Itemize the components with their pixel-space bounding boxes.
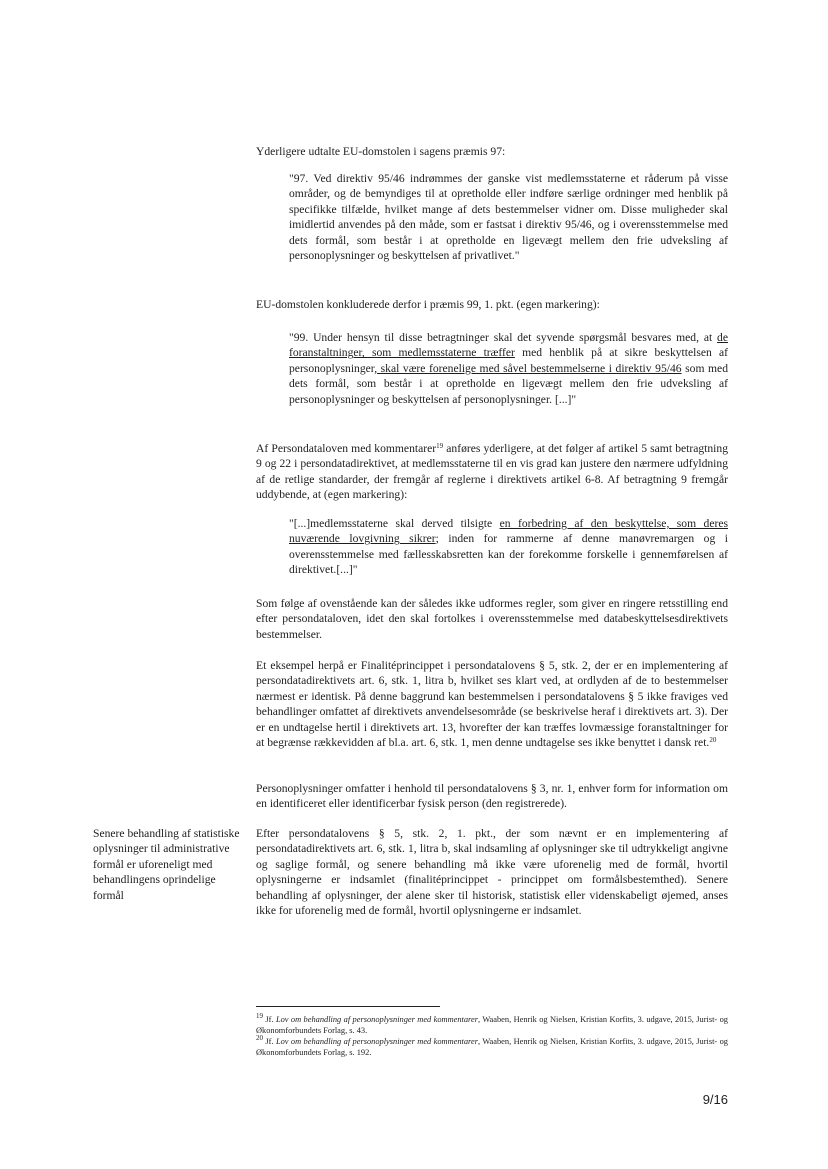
footnote-ref-20[interactable]: 20 [709, 736, 717, 745]
footnote-19 [256, 1014, 728, 1036]
paragraph-finalite-example [256, 658, 728, 750]
paragraph-text: Et eksempel herpå er Finalitéprincippet i persondatalovens § 5, stk. 2, der er en implementering af persondatadirektivets art. 6, stk. 1, litra b, hvilket ses klart ved, at ordlyden af de to bestemmelser nærmest er identisk. På denne baggrund kan bestemmelsen i persondatalovens § 5 ikke fraviges ved behandlinger omfattet af direktivets anvendelsesområde (se beskrivelse heraf i direktivets art. 3). Der er en undtagelse hertil i direktivets art. 13, hvorefter der kan træffes lovmæssige foranstaltninger for at begrænse rækkevidden af bl.a. art. 6, stk. 1, men denne undtagelse ses ikke benyttet i dansk ret. [256, 659, 728, 750]
footnote-text: , Waaben, Henrik og Nielsen, Kristian Korfits, 3. udgave, 2015, Jurist- og Økonomforbundets Forlag, s. 43. [256, 1015, 728, 1036]
footnote-title: Lov om behandling af personoplysninger med kommentarer [275, 1015, 478, 1024]
underlined-marking: , skal være forenelige med såvel bestemmelserne i direktiv 95/46 [374, 361, 682, 375]
paragraph-text: anføres yderligere, at det følger af artikel 5 samt betragtning 9 og 22 i persondatadirektivet, at medlemsstaterne til en vis grad kan justere den nærmere udfyldning af de retlige standarder, der fremgår af reglerne i direktivets artikel 6-8. Af betragtning 9 fremgår uddybende, at (egen markering): [256, 442, 729, 502]
footnote-text: , Waaben, Henrik og Nielsen, Kristian Korfits, 3. udgave, 2015, Jurist- og Økonomforbundets Forlag, s. 192. [256, 1037, 728, 1058]
quote-text: ; inden for rammerne af denne manøvremargen og i overensstemmelse med fællesskabsretten kan der forekomme forskelle i gennemførelsen af direktivet.[...]" [289, 532, 729, 577]
footnote-text: Jf. [265, 1037, 276, 1046]
quote-premis-97: "97. Ved direktiv 95/46 indrømmes der ganske vist medlemsstaterne et råderum på visse områder, og de bemyndiges til at opretholde eller indføre særlige ordninger med henblik på specifikke tilfælde, hvilket mange af dets bestemmelser vidner om. Disse muligheder skal imidlertid anvendes på den måde, som er fastsat i direktiv 95/46, og i overensstemmelse med dets formål, som består i at opretholde en ligevægt mellem den frie udveksling af personoplysninger og beskyttelsen af privatlivet." [289, 172, 728, 263]
quote-text: "99. Under hensyn til disse betragtninger skal det syvende spørgsmål besvares med, at [289, 331, 718, 344]
paragraph-premis-99-intro: EU-domstolen konkluderede derfor i præmis 99, 1. pkt. (egen markering): [256, 298, 600, 311]
underlined-marking: de foranstaltninger, som medlemsstaterne træffer [289, 331, 728, 360]
quote-text: "[...]medlemsstaterne skal derved tilsigte [289, 517, 500, 530]
footnote-number: 19 [256, 1012, 263, 1020]
footnote-title: Lov om behandling af personoplysninger med kommentarer [275, 1037, 478, 1046]
paragraph-consequence: Som følge af ovenstående kan der således ikke udformes regler, som giver en ringere retsstilling end efter persondataloven, idet den skal fortolkes i overensstemmelse med databeskyttelsesdirektivets bestemmelser. [256, 597, 728, 641]
underlined-marking: en forbedring af den beskyttelse, som deres nuværende lovgivning sikrer [289, 517, 728, 546]
footnote-20 [256, 1036, 728, 1058]
paragraph-personoplysninger-definition: Personoplysninger omfatter i henhold til persondatalovens § 3, nr. 1, enhver form for information om en identificeret eller identificerbar fysisk person (den registrerede). [256, 782, 728, 811]
quote-betragtning-9 [289, 516, 728, 578]
footnote-text: Jf. [265, 1015, 276, 1024]
paragraph-intro-premis-97: Yderligere udtalte EU-domstolen i sagens præmis 97: [256, 145, 506, 158]
paragraph-text: Af Persondataloven med kommentarer [256, 442, 437, 455]
paragraph-persondataloven-kommentarer [256, 441, 728, 503]
footnote-divider [256, 1006, 440, 1007]
quote-text: med henblik på at sikre beskyttelsen af personoplysninger [289, 346, 728, 375]
quote-premis-99 [289, 330, 728, 407]
paragraph-senere-behandling: Efter persondatalovens § 5, stk. 2, 1. pkt., der som nævnt er en implementering af persondatadirektivets art. 6, stk. 1, litra b, skal indsamling af oplysninger ske til udtrykkeligt angivne og saglige formål, og senere behandling må ikke være uforenelig med de formål, hvortil oplysningerne er indsamlet (finalitéprincippet - princippet om formålsbestemthed). Senere behandling af oplysninger, der alene sker til historisk, statistisk eller videnskabeligt øjemed, anses ikke for uforenelig med de formål, hvortil oplysningerne er indsamlet. [256, 827, 728, 918]
page-number: 9/16 [702, 1092, 728, 1107]
margin-note: Senere behandling af statistiske oplysninger til administrative formål er uforeneligt med behandlingens oprindelige formål [93, 827, 240, 902]
footnote-ref-19[interactable]: 19 [436, 442, 444, 450]
quote-text: som med dets formål, som består i at opretholde en ligevægt mellem den frie udveksling af personoplysninger og beskyttelsen af personoplysninger. [...]" [289, 361, 728, 406]
footnote-number: 20 [256, 1034, 263, 1042]
